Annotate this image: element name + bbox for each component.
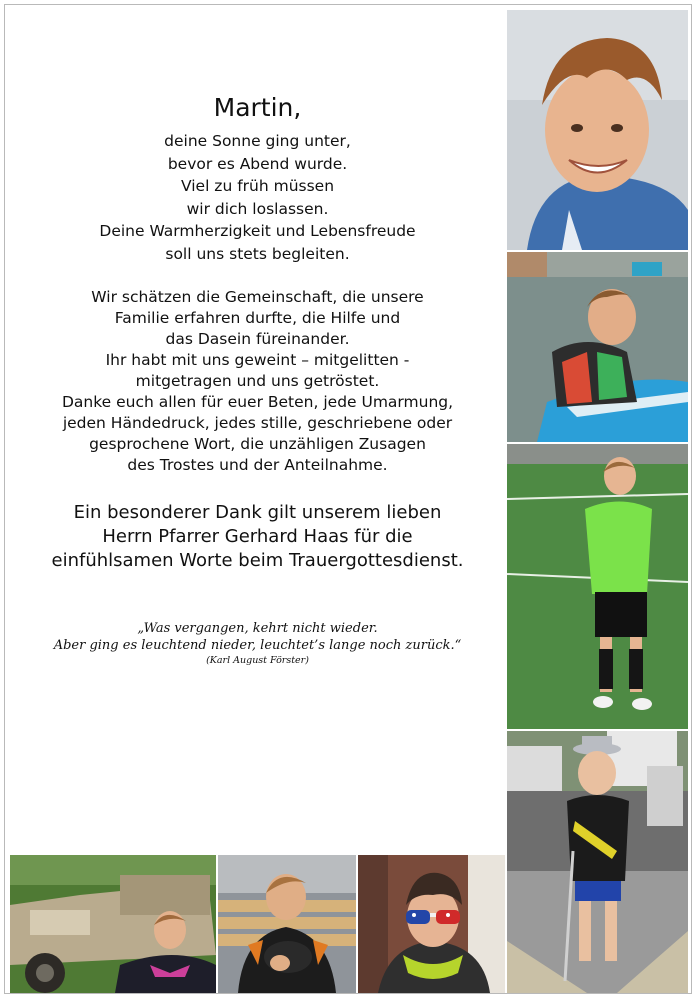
quote-line: Aber ging es leuchtend nieder, leuchtet’s lange noch zurück.“ xyxy=(53,638,462,653)
special-thanks-line: Ein besonderer Dank gilt unserem lieben xyxy=(73,502,442,523)
thanks-line: Ihr habt mit uns geweint – mitgelitten - xyxy=(105,351,410,369)
sunglasses-photo xyxy=(358,855,505,993)
military-truck-photo xyxy=(10,855,216,993)
thanks-line: Danke euch allen für euer Beten, jede Umarmung, xyxy=(61,393,454,411)
verse-line: Deine Warmherzigkeit und Lebensfreude xyxy=(99,222,416,240)
street-hat-photo xyxy=(507,731,688,993)
verse-line: soll uns stets begleiten. xyxy=(165,244,350,263)
canal-boat-photo xyxy=(507,252,688,442)
quote-author: (Karl August Förster) xyxy=(206,655,309,666)
thanks-block xyxy=(10,287,505,476)
special-thanks-line: einfühlsamen Worte beim Trauergottesdienst. xyxy=(51,550,464,571)
card-text-area xyxy=(10,10,505,853)
portrait-photo xyxy=(507,10,688,250)
quote-block xyxy=(10,620,505,668)
bench-cat-photo xyxy=(218,855,356,993)
soccer-field-photo xyxy=(507,444,688,729)
quote-line: „Was vergangen, kehrt nicht wieder. xyxy=(137,621,378,636)
thanks-line: Familie erfahren durfte, die Hilfe und xyxy=(114,309,401,327)
card-title: Martin, xyxy=(213,93,302,122)
thanks-line: jeden Händedruck, jedes stille, geschriebene oder xyxy=(62,414,453,432)
thanks-line: mitgetragen und uns getröstet. xyxy=(135,372,380,390)
special-thanks-block xyxy=(10,501,505,573)
verse-line: deine Sonne ging unter, xyxy=(164,132,351,150)
verse-block xyxy=(10,130,505,265)
verse-line: bevor es Abend wurde. xyxy=(167,154,348,173)
verse-line: wir dich loslassen. xyxy=(186,199,329,218)
thanks-line: gesprochene Wort, die unzähligen Zusagen xyxy=(89,435,426,453)
special-thanks-line: Herrn Pfarrer Gerhard Haas für die xyxy=(102,526,413,547)
thanks-line: des Trostes und der Anteilnahme. xyxy=(127,456,388,474)
verse-line: Viel zu früh müssen xyxy=(180,177,335,195)
thanks-line: das Dasein füreinander. xyxy=(165,330,350,348)
thanks-line: Wir schätzen die Gemeinschaft, die unsere xyxy=(91,288,424,306)
